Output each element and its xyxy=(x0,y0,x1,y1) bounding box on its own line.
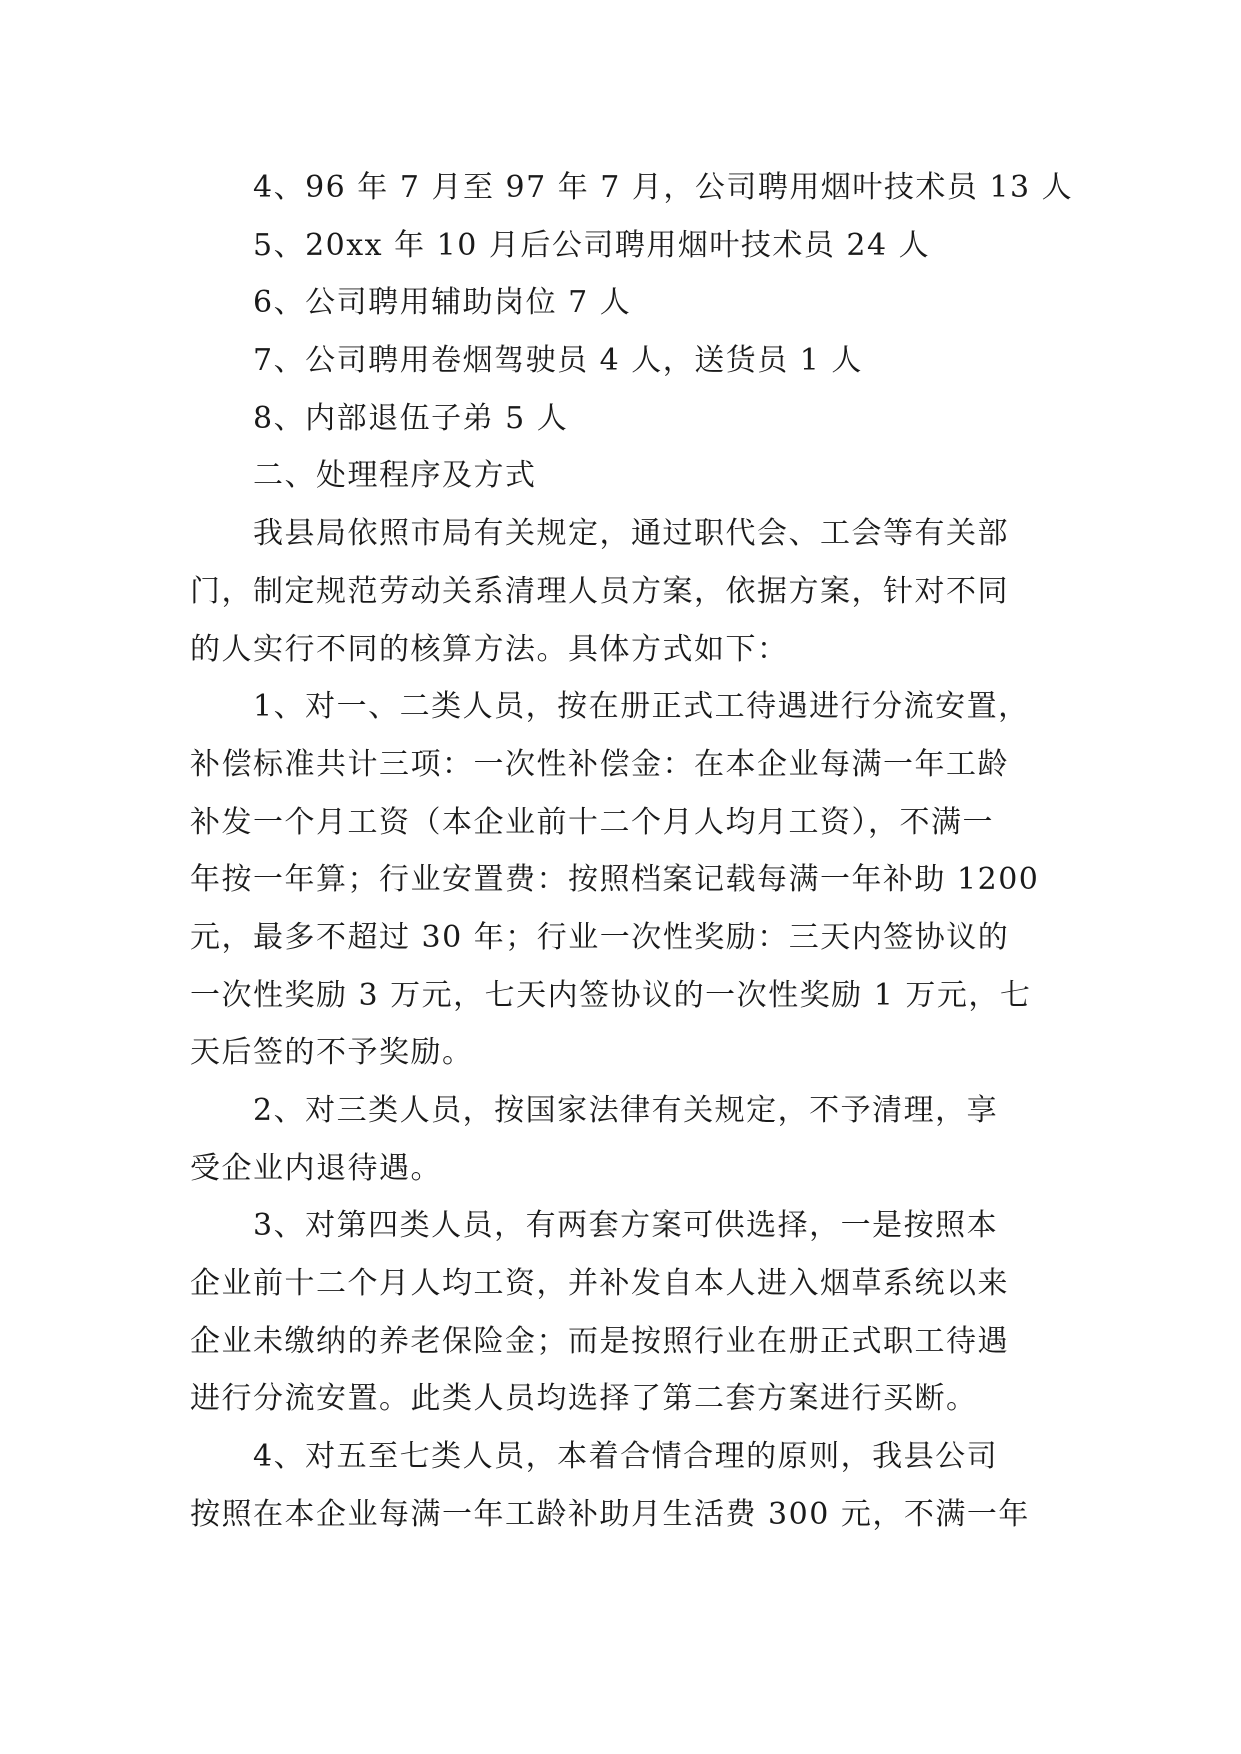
paragraph-line: 3、对第四类人员，有两套方案可供选择，一是按照本 xyxy=(253,1208,999,1244)
paragraph-line: 年按一年算；行业安置费：按照档案记载每满一年补助 1200 xyxy=(190,862,1040,898)
paragraph-line: 一次性奖励 3 万元，七天内签协议的一次性奖励 1 万元，七 xyxy=(190,977,1032,1013)
paragraph-line: 4、对五至七类人员，本着合情合理的原则，我县公司 xyxy=(253,1439,999,1475)
paragraph-line: 2、对三类人员，按国家法律有关规定，不予清理，享 xyxy=(253,1093,999,1128)
text-line: 8、内部退伍子弟 5 人 xyxy=(253,400,569,436)
paragraph-line: 补偿标准共计三项：一次性补偿金：在本企业每满一年工龄 xyxy=(190,746,1009,782)
paragraph-line: 补发一个月工资（本企业前十二个月人均月工资），不满一 xyxy=(190,804,994,840)
paragraph-line: 我县局依照市局有关规定，通过职代会、工会等有关部 xyxy=(253,516,1009,552)
paragraph-line: 企业未缴纳的养老保险金；而是按照行业在册正式职工待遇 xyxy=(190,1323,1009,1359)
paragraph-line: 按照在本企业每满一年工龄补助月生活费 300 元，不满一年 xyxy=(190,1496,1030,1532)
text-line: 5、20xx 年 10 月后公司聘用烟叶技术员 24 人 xyxy=(253,227,931,263)
paragraph-line: 元，最多不超过 30 年；行业一次性奖励：三天内签协议的 xyxy=(190,919,1010,955)
paragraph-line: 的人实行不同的核算方法。具体方式如下： xyxy=(190,631,789,667)
paragraph-line: 天后签的不予奖励。 xyxy=(190,1035,474,1071)
text-line: 4、96 年 7 月至 97 年 7 月，公司聘用烟叶技术员 13 人 xyxy=(253,170,1074,205)
document-body xyxy=(190,159,1074,1544)
paragraph-line: 受企业内退待遇。 xyxy=(190,1150,442,1186)
paragraph-line: 1、对一、二类人员，按在册正式工待遇进行分流安置， xyxy=(253,689,1030,725)
text-line: 6、公司聘用辅助岗位 7 人 xyxy=(253,285,632,321)
paragraph-line: 企业前十二个月人均工资，并补发自本人进入烟草系统以来 xyxy=(190,1266,1009,1302)
text-line: 7、公司聘用卷烟驾驶员 4 人，送货员 1 人 xyxy=(253,343,863,379)
section-heading: 二、处理程序及方式 xyxy=(253,458,537,494)
paragraph-line: 门，制定规范劳动关系清理人员方案，依据方案，针对不同 xyxy=(190,573,1009,609)
paragraph-line: 进行分流安置。此类人员均选择了第二套方案进行买断。 xyxy=(190,1381,978,1417)
